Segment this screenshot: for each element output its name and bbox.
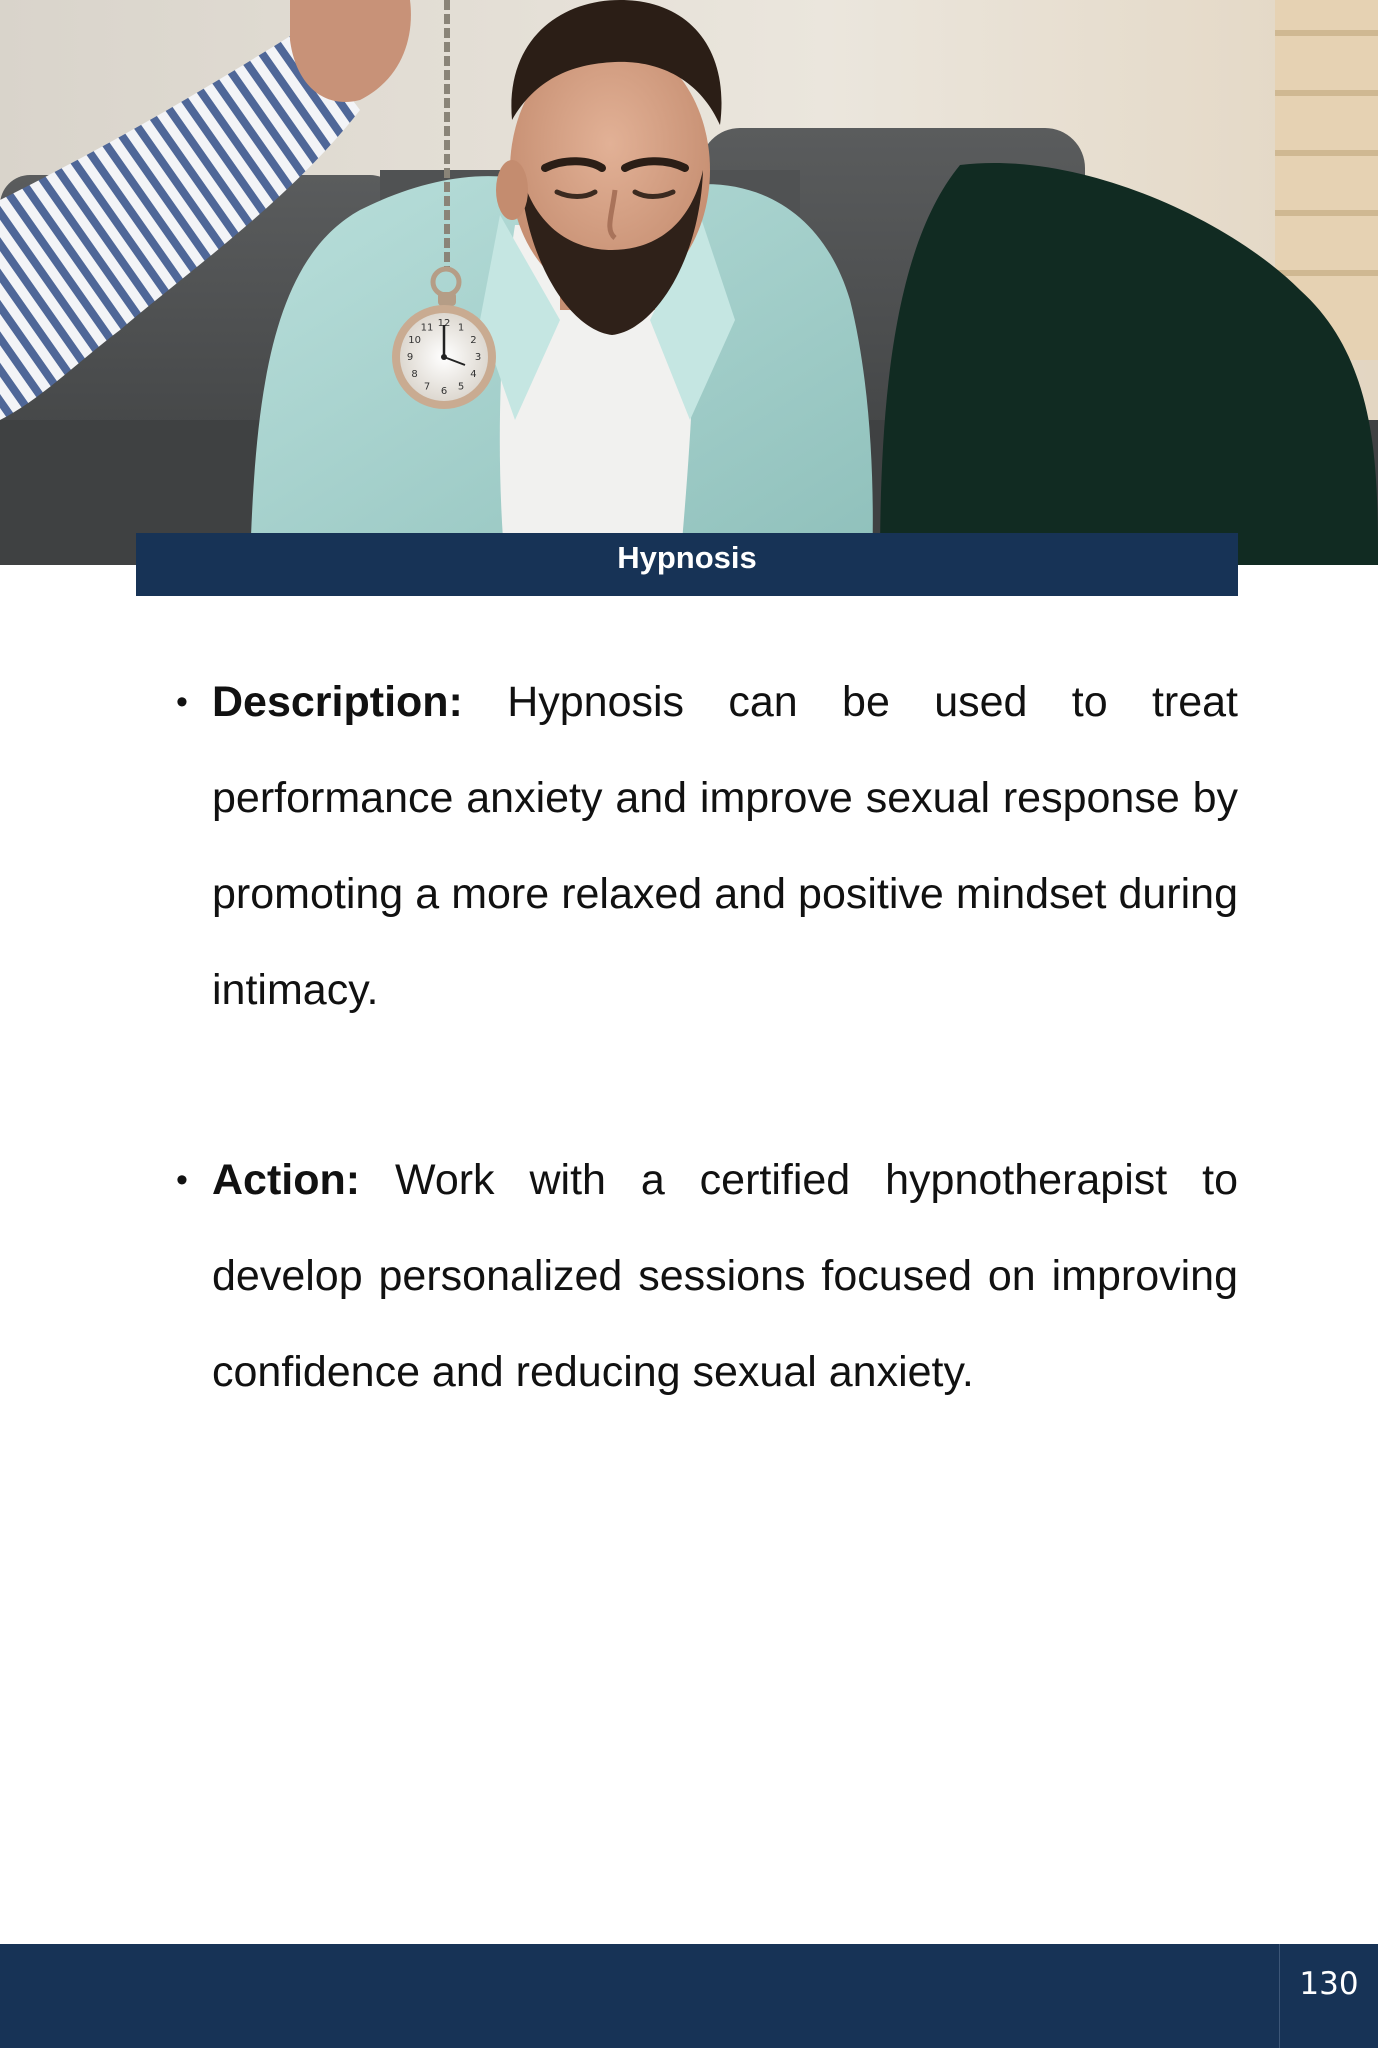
watch-number: 10 [408, 335, 421, 346]
bullet-description [176, 654, 1238, 1038]
watch-number: 5 [457, 381, 465, 393]
watch-number: 7 [423, 381, 431, 393]
bullet-text: Work with a certified hypnotherapist to develop personalized sessions focused on improving confidence and reducing sexual anxiety. [212, 1156, 1238, 1396]
watch-number: 11 [420, 322, 434, 334]
watch-number: 3 [474, 352, 482, 363]
page-footer [0, 1944, 1378, 2048]
bullet-action [176, 1132, 1238, 1420]
watch-number: 12 [437, 318, 451, 329]
bullet-dot-icon: • [176, 1161, 188, 1199]
bullet-text: Hypnosis can be used to treat performance anxiety and improve sexual response by promoting a more relaxed and positive mindset during intimacy. [212, 678, 1238, 1014]
watch-number: 9 [406, 352, 414, 363]
watch-number: 6 [440, 386, 448, 397]
watch-number: 1 [457, 322, 465, 334]
watch-number: 2 [470, 335, 477, 346]
watch-number: 8 [411, 369, 418, 380]
hypnosis-photo-illustration [0, 0, 1378, 565]
watch-number: 4 [470, 369, 477, 380]
bullet-dot-icon: • [176, 683, 188, 721]
image-caption: Hypnosis [136, 533, 1238, 596]
bullet-label: Action: [212, 1156, 361, 1204]
bullet-label: Description: [212, 678, 463, 726]
hero-image [0, 0, 1378, 565]
page-number: 130 [1279, 1944, 1378, 2048]
